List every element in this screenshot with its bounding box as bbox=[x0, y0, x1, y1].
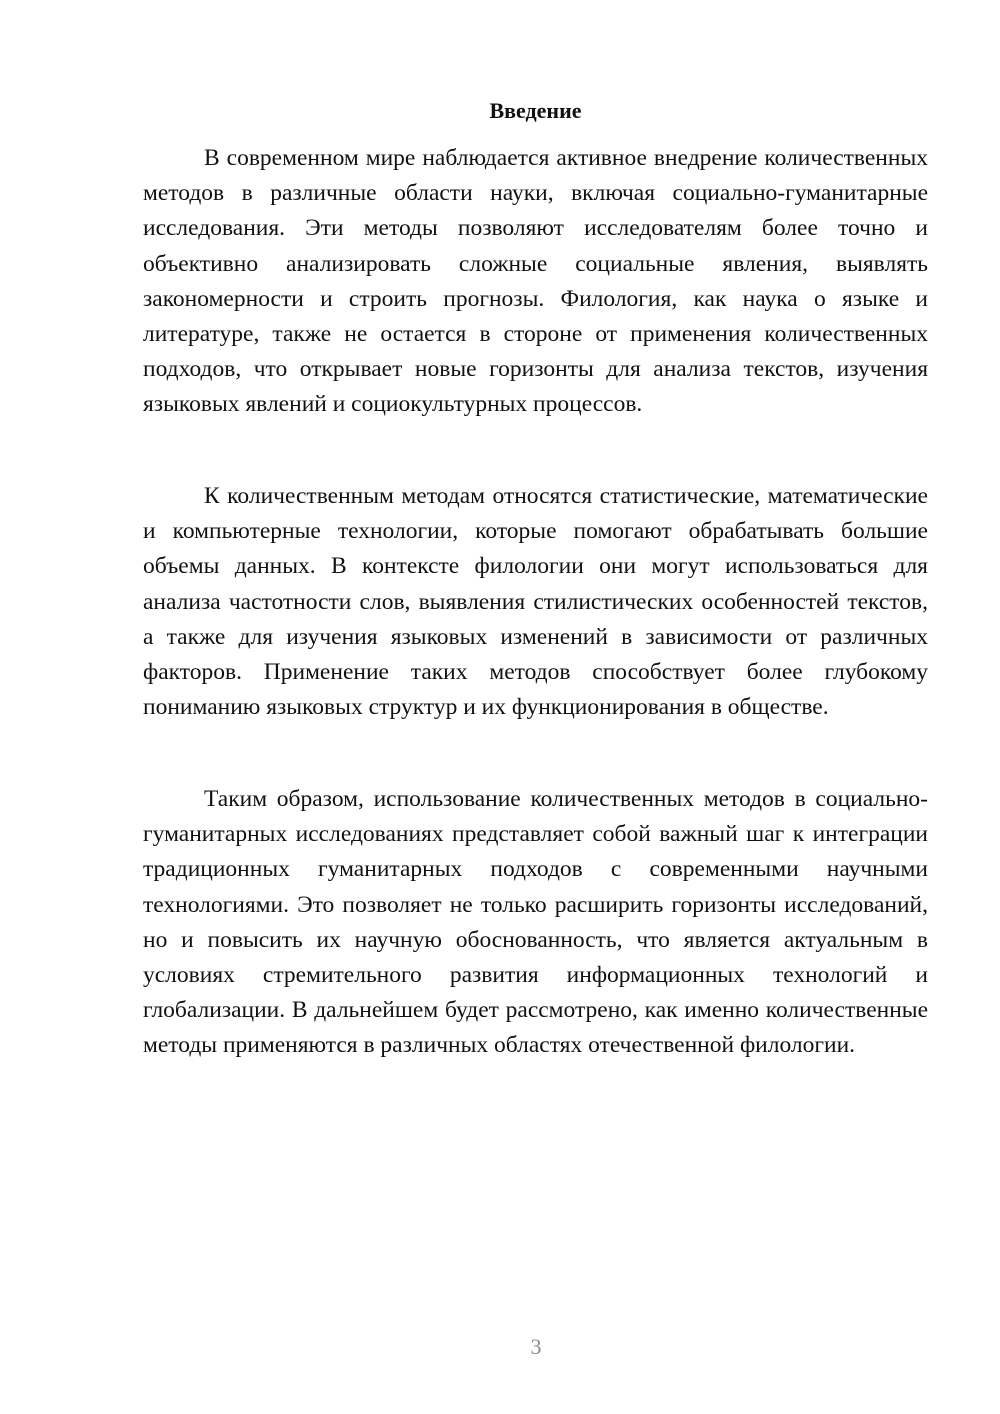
page-number: 3 bbox=[530, 1334, 542, 1359]
paragraph-1: В современном мире наблюдается активное внедрение количественных методов в различные области науки, включая социально-гуманитарные исследования. Эти методы позволяют исследователям более точно и объективно анализировать сложные социальные явления, выявлять закономерности и строить прогнозы. Филология, как наука о языке и литературе, также не остается в стороне от применения количественных подходов, что открывает новые горизонты для анализа текстов, изучения языковых явлений и социокультурных процессов. bbox=[143, 145, 928, 418]
paragraph-2: К количественным методам относятся статистические, математические и компьютерные технологии, которые помогают обрабатывать большие объемы данных. В контексте филологии они могут использоваться для анализа частотности слов, выявления стилистических особенностей текстов, а также для изучения языковых изменений в зависимости от различных факторов. Применение таких методов способствует более глубокому пониманию языковых структур и их функционирования в обществе. bbox=[143, 483, 928, 721]
paragraph-3: Таким образом, использование количественных методов в социально-гуманитарных исследованиях представляет собой важный шаг к интеграции традиционных гуманитарных подходов с современными научными технологиями. Это позволяет не только расширить горизонты исследований, но и повысить их научную обоснованность, что является актуальным в условиях стремительного развития информационных технологий и глобализации. В дальнейшем будет рассмотрено, как именно количественные методы применяются в различных областях отечественной филологии. bbox=[143, 786, 928, 1059]
section-title: Введение bbox=[489, 98, 582, 123]
